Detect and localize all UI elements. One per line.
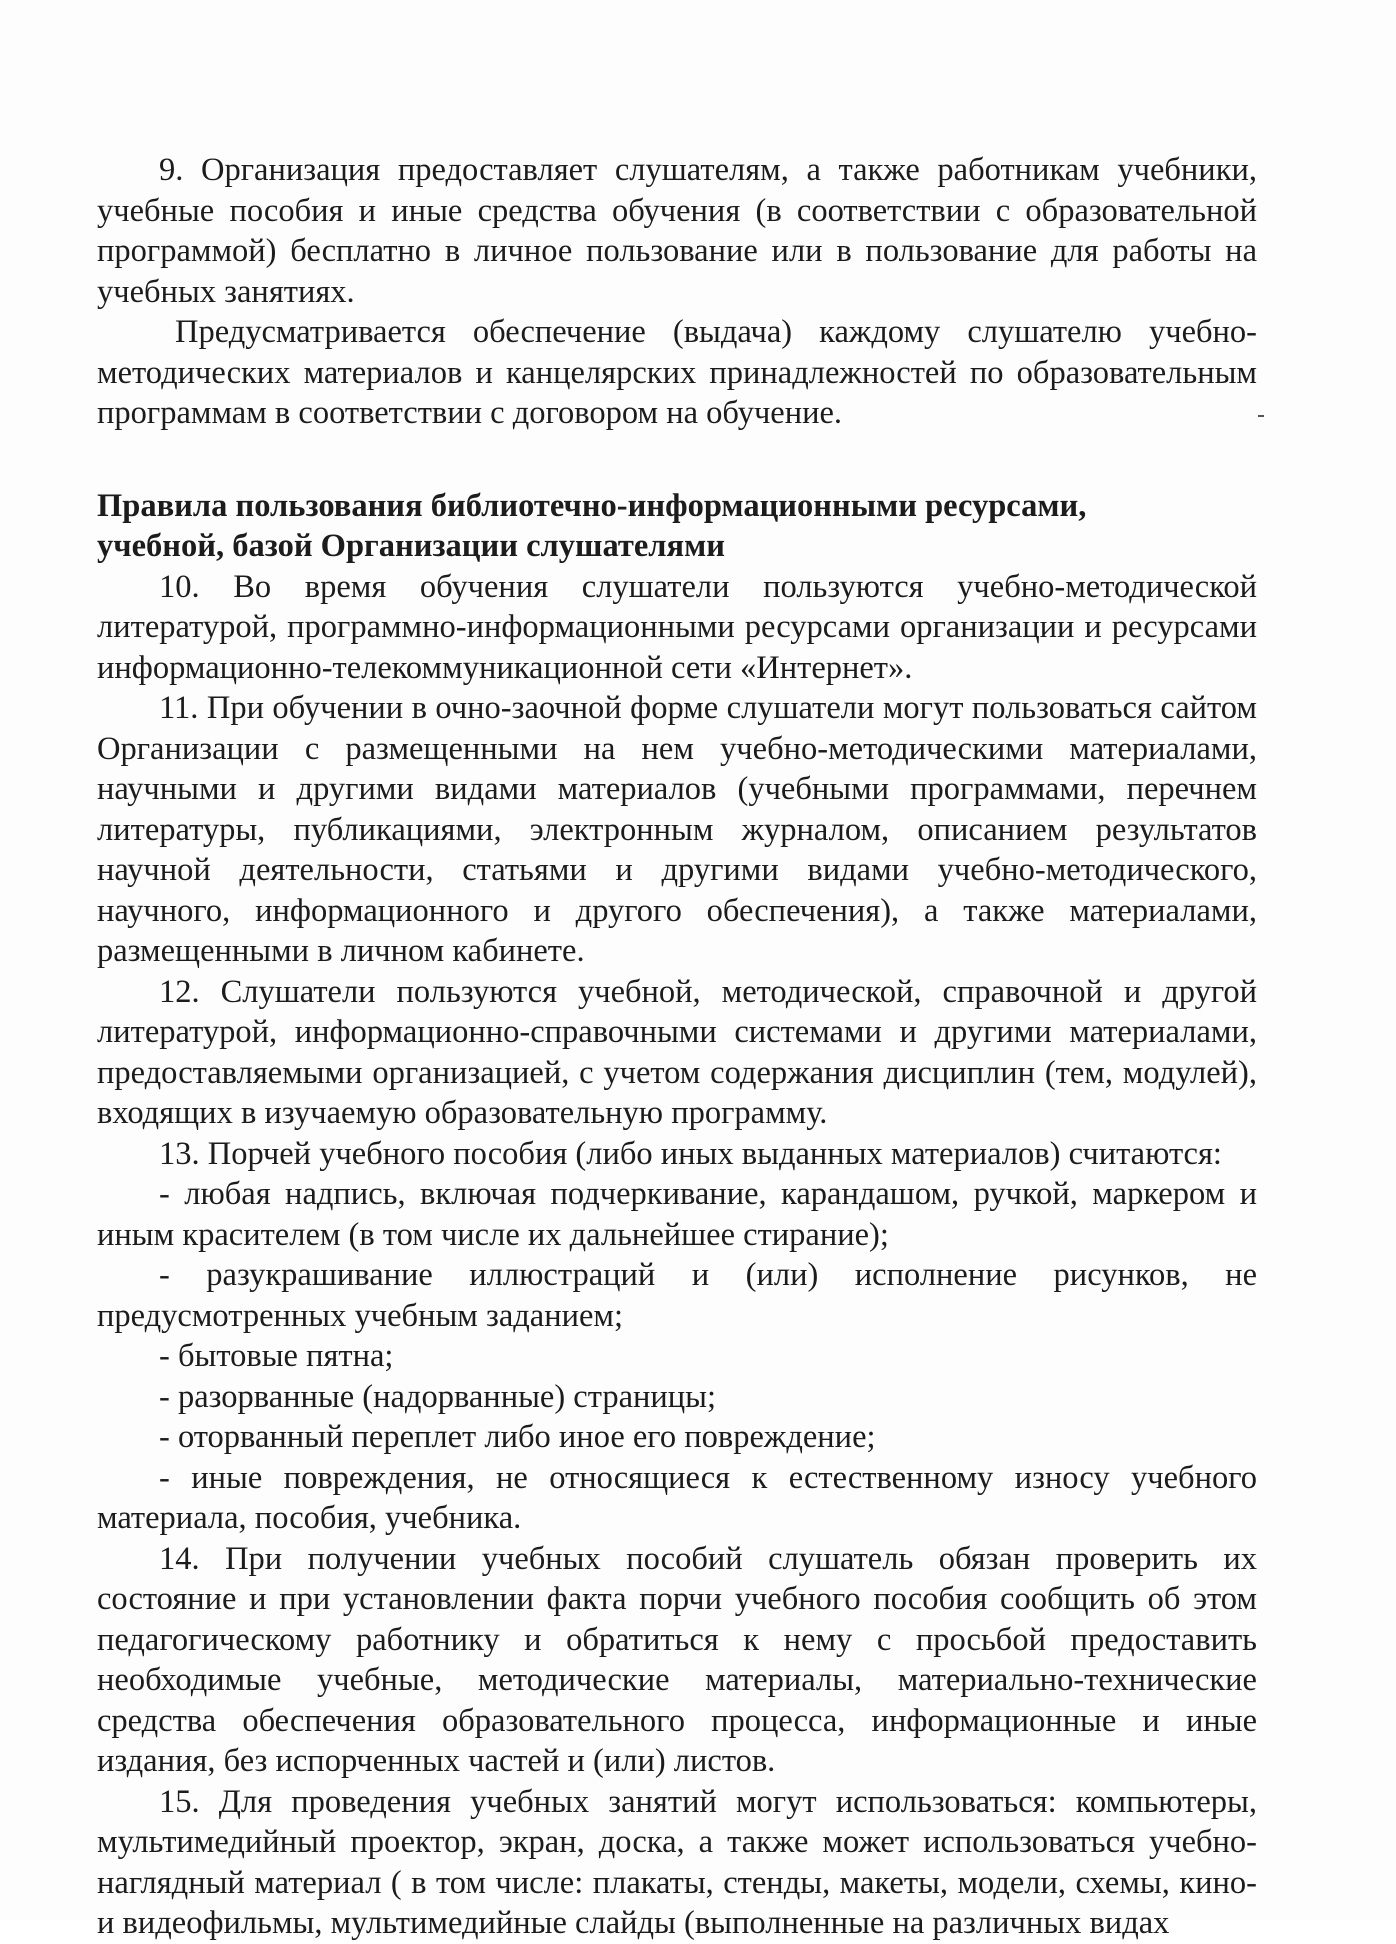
section-heading-line-1: Правила пользования библиотечно-информационными ресурсами, xyxy=(97,487,1087,524)
paragraph-14: 14. При получении учебных пособий слушатель обязан проверить их состояние и при установлении факта порчи учебного пособия сообщить об этом педагогическому работнику и обратиться к нему с просьбой предоставить необходимые учебные, методические материалы, материально-технические средства обеспечения образовательного процесса, информационные и иные издания, без испорченных частей и (или) листов. xyxy=(97,1540,1257,1779)
stray-mark xyxy=(1258,415,1264,417)
list-item: - оторванный переплет либо иное его повреждение; xyxy=(159,1419,876,1455)
paragraph-9: 9. Организация предоставляет слушателям, а также работникам учебники, учебные пособия и иные средства обучения (в соответствии с образовательной программой) бесплатно в личное пользование или в пользование для работы на учебных занятиях. xyxy=(97,152,1257,310)
document-body xyxy=(97,150,1257,1944)
section-heading-line-2: учебной, базой Организации слушателями xyxy=(97,528,725,564)
paragraph-9-continuation: Предусматривается обеспечение (выдача) каждому слушателю учебно-методических материалов и канцелярских принадлежностей по образовательным программам в соответствии с договором на обучение. xyxy=(97,314,1257,431)
list-item: - бытовые пятна; xyxy=(159,1338,394,1374)
list-item: - любая надпись, включая подчеркивание, карандашом, ручкой, маркером и иным красителем (в том числе их дальнейшее стирание); xyxy=(97,1176,1257,1253)
list-item: - разорванные (надорванные) страницы; xyxy=(159,1378,717,1415)
paragraph-13: 13. Порчей учебного пособия (либо иных выданных материалов) считаются: xyxy=(159,1135,1222,1172)
list-item: - разукрашивание иллюстраций и (или) исполнение рисунков, не предусмотренных учебным заданием; xyxy=(97,1257,1257,1334)
paragraph-11: 11. При обучении в очно-заочной форме слушатели могут пользоваться сайтом Организации с размещенными на нем учебно-методическими материалами, научными и другими видами материалов (учебными программами, перечнем литературы, публикациями, электронным журналом, описанием результатов научной деятельности, статьями и другими видами учебно-методического, научного, информационного и другого обеспечения), а также материалами, размещенными в личном кабинете. xyxy=(97,690,1257,969)
paragraph-12: 12. Слушатели пользуются учебной, методической, справочной и другой литературой, информационно-справочными системами и другими материалами, предоставляемыми организацией, с учетом содержания дисциплин (тем, модулей), входящих в изучаемую образовательную программу. xyxy=(97,973,1257,1131)
list-item: - иные повреждения, не относящиеся к естественному износу учебного материала, пособия, учебника. xyxy=(97,1459,1257,1536)
section-gap xyxy=(97,434,1257,486)
paragraph-15: 15. Для проведения учебных занятий могут использоваться: компьютеры, мультимедийный проектор, экран, доска, а также может использоваться учебно-наглядный материал ( в том числе: плакаты, стенды, макеты, модели, схемы, кино- и видеофильмы, мультимедийные слайды (выполненные на различных видах xyxy=(97,1783,1257,1941)
paragraph-10: 10. Во время обучения слушатели пользуются учебно-методической литературой, программно-информационными ресурсами организации и ресурсами информационно-телекоммуникационной сети «Интернет». xyxy=(97,568,1257,686)
